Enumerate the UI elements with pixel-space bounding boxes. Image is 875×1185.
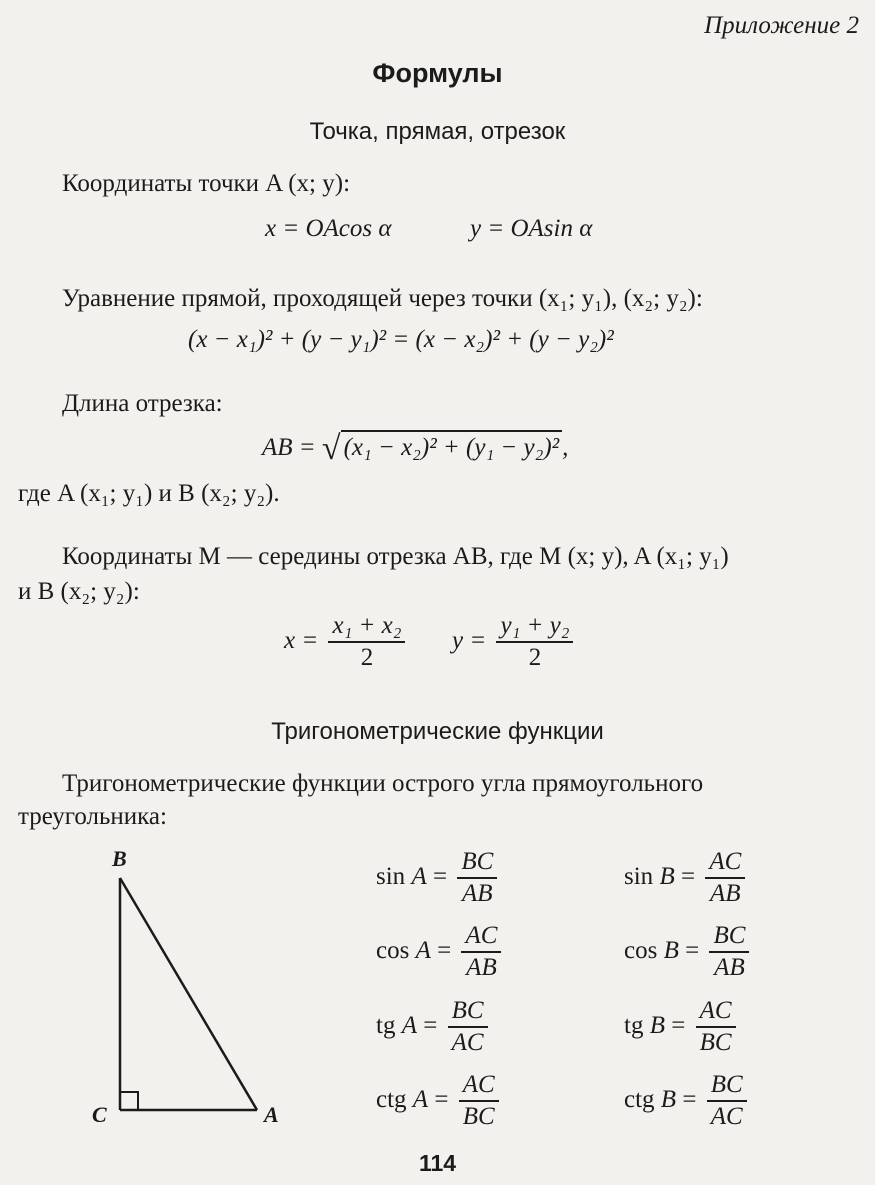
midpoint-y-numerator: y₁ + y₂ — [496, 612, 573, 643]
sqrt-sign: √ — [321, 430, 341, 467]
trig-intro-1: Тригонометрические функции острого угла прямоугольного — [62, 770, 704, 797]
midpoint-formula-y — [452, 612, 577, 673]
midpoint-label-2: и B (x₂; y₂): — [18, 578, 140, 605]
midpoint-x-numerator: x₁ + x₂ — [328, 612, 405, 643]
formula-sin-b: sin B = $\frac{AC}{AB}$ — [624, 848, 749, 909]
segment-length-lhs: AB = — [262, 434, 316, 461]
segment-length-label: Длина отрезка: — [62, 390, 223, 417]
segment-where-text: где A (x₁; y₁) и B (x₂; y₂). — [18, 480, 280, 507]
line-equation-formula: (x − x₁)² + (y − y₁)² = (x − x₂)² + (y − y₂)² — [188, 326, 614, 353]
sqrt-radicand: (x₁ − x₂)² + (y₁ − y₂)² — [341, 430, 563, 462]
segment-length-comma: , — [562, 434, 569, 461]
right-angle-mark — [120, 1092, 138, 1110]
appendix-label: Приложение 2 — [704, 12, 859, 39]
section-heading-trig: Тригонометрические функции — [271, 718, 604, 745]
formula-sin-a: sin A = $\frac{BC}{AB}$ — [376, 848, 501, 909]
midpoint-x-fraction — [328, 612, 405, 673]
formula-cos-b: cos B = $\frac{BC}{AB}$ — [624, 922, 753, 983]
formula-ctg-b: ctg B = $\frac{BC}{AC}$ — [624, 1071, 751, 1132]
formula-ctg-a: ctg A = $\frac{AC}{BC}$ — [376, 1071, 503, 1132]
midpoint-y-denominator: 2 — [528, 643, 542, 671]
line-equation-label: Уравнение прямой, проходящей через точки (x₁; y₁), (x₂; y₂): — [62, 285, 703, 312]
triangle-side-ab — [120, 878, 257, 1110]
right-triangle-diagram — [100, 870, 270, 1120]
trig-intro-2: треугольника: — [18, 803, 167, 830]
page-title: Формулы — [372, 58, 503, 88]
midpoint-y-fraction — [496, 612, 573, 673]
section-heading-point-line: Точка, прямая, отрезок — [309, 118, 566, 145]
midpoint-formula-x — [284, 612, 409, 673]
midpoint-y-lhs: y = — [452, 627, 487, 655]
coords-formula-x: x = OAcos α — [265, 215, 392, 242]
vertex-label-b: B — [112, 846, 127, 871]
coords-label: Координаты точки A (x; y): — [62, 170, 351, 197]
formula-cos-a: cos A = $\frac{AC}{AB}$ — [376, 922, 505, 983]
vertex-label-a: A — [264, 1102, 279, 1127]
coords-formula-y: y = OAsin α — [470, 215, 593, 242]
page-number: 114 — [418, 1150, 457, 1176]
vertex-label-c: C — [92, 1102, 107, 1127]
midpoint-x-lhs: x = — [284, 627, 319, 655]
midpoint-x-denominator: 2 — [360, 643, 374, 671]
midpoint-label-1: Координаты M — середины отрезка AB, где M (x; y), A (x₁; y₁) — [62, 543, 729, 570]
segment-length-formula — [262, 430, 568, 468]
formula-tg-a: tg A = $\frac{BC}{AC}$ — [376, 997, 492, 1058]
formula-tg-b: tg B = $\frac{AC}{BC}$ — [624, 997, 740, 1058]
